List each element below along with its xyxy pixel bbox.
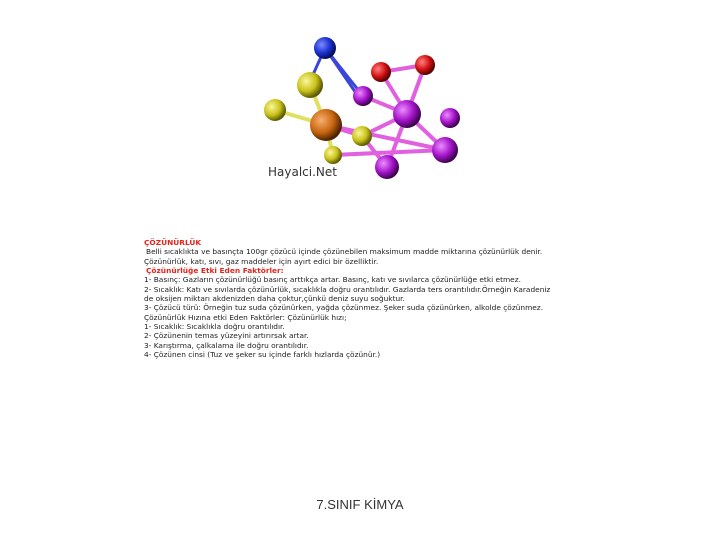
factors-heading: Çözünürlüğe Etki Eden Faktörler: [146,266,284,276]
factor-line: de oksijen miktarı akdenizden daha çoktur,çünkü deniz suyu soğuktur. [144,294,405,304]
footer-caption: 7.SINIF KİMYA [316,497,404,512]
orange-atom [310,109,342,141]
purple-atom-right [440,108,460,128]
factor-line: 1- Basınç: Gazların çözünürlüğü basınç arttıkça artar. Basınç, katı ve sıvılarca çözünürlüğe etki etmez. [144,275,521,285]
yellow-atom-bottom [324,146,342,164]
blue-atom [314,37,336,59]
intro-line: Çözünürlük, katı, sıvı, gaz maddeler için ayırt edici bir özelliktir. [144,256,379,266]
doc-title: ÇÖZÜNÜRLÜK [144,238,202,247]
red-atom-right [415,55,435,75]
intro-line: Belli sıcaklıkta ve basınçta 100gr çözücü içinde çözünebilen maksimum madde miktarına çözünürlük denir. [146,247,543,257]
watermark-text: Hayalci.Net [268,165,337,179]
rate-factor-line: 3- Karıştırma, çalkalama ile doğru orantılıdır. [144,340,309,350]
rate-factor-line: 2- Çözünenin temas yüzeyini artırırsak artar. [144,331,309,341]
atoms [264,37,460,179]
yellow-atom-top [297,72,323,98]
red-atom-left [371,62,391,82]
purple-atom-bottom [375,155,399,179]
yellow-atom-mid [352,126,372,146]
rate-factor-line: 4- Çözünen cinsi (Tuz ve şeker su içinde farklı hızlarda çözünür.) [144,350,381,360]
purple-atom-small [353,86,373,106]
factor-line: 3- Çözücü türü: Örneğin tuz suda çözünürken, yağda çözünmez. Şeker suda çözünürken, alkolde çözünmez. [144,303,544,313]
rate-heading: Çözünürlük Hızına etki Eden Faktörler: Çözünürlük hızı; [144,312,347,322]
yellow-atom-left [264,99,286,121]
rate-factor-line: 1- Sıcaklık: Sıcaklıkla doğru orantılıdır. [144,322,285,332]
factor-line: 2- Sıcaklık: Katı ve sıvılarda çözünürlük, sıcaklıkla doğru orantılıdır. Gazlarda ters orantılıdır.Örneğin Karadeniz [144,284,551,294]
solubility-document [144,238,574,359]
purple-atom-lower [432,137,458,163]
purple-atom-center [393,100,421,128]
